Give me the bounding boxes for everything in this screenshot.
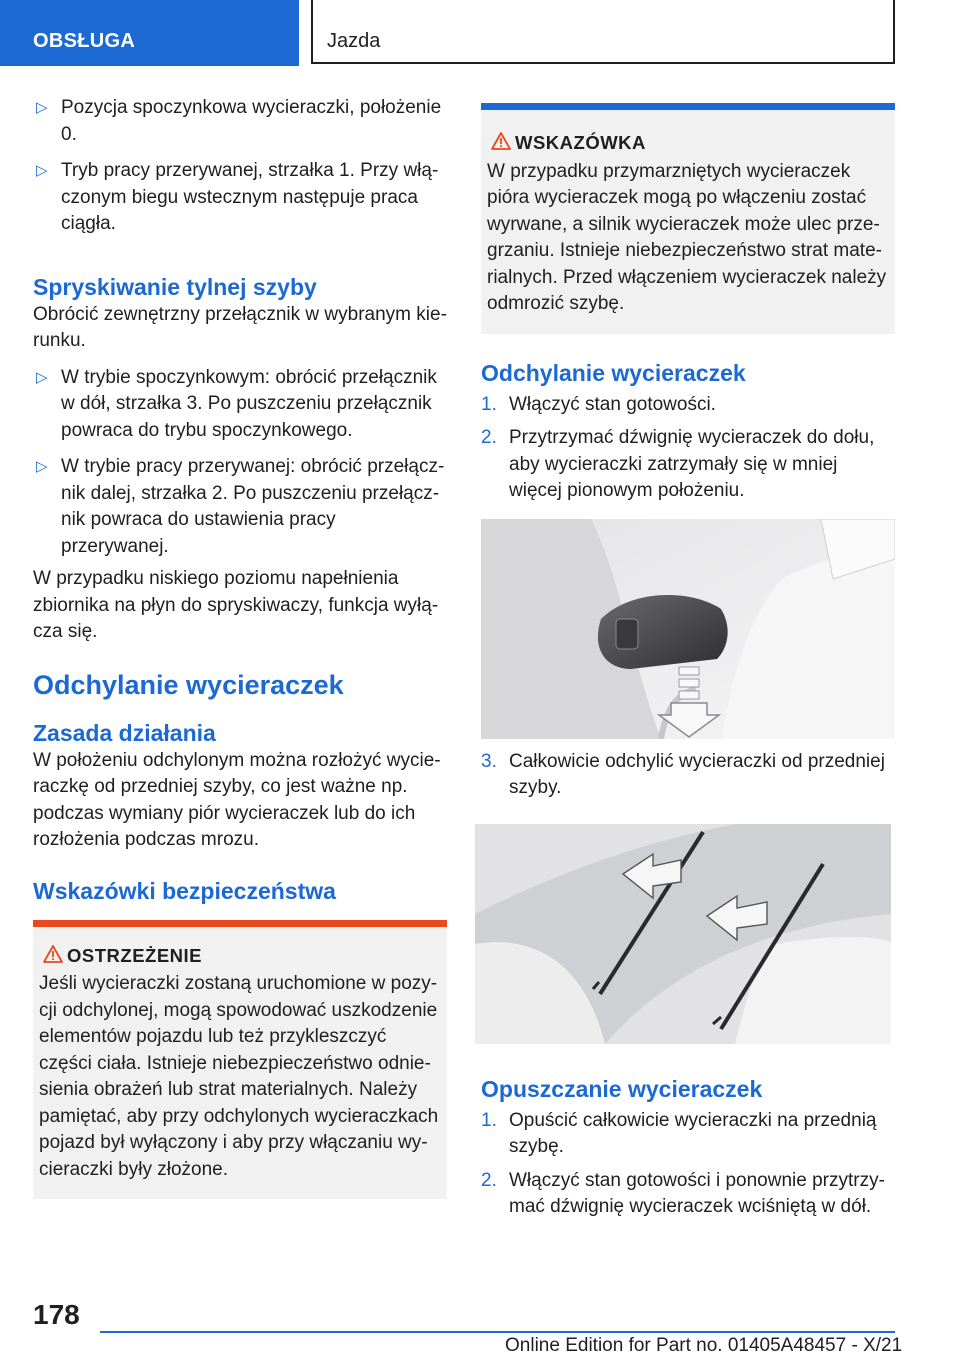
list-item: 3. Całkowicie odchylić wycieraczki od przedniej szyby. [481, 750, 885, 798]
windshield-wipers-illustration [475, 824, 891, 1044]
list-item: 2. Włączyć stan gotowości i ponownie przytrzymać dźwignię wycieraczek wciśniętą w dół. [481, 1169, 885, 1217]
rear-washer-heading: Spryskiwanie tylnej szyby [33, 273, 317, 300]
triangle-bullet-icon: ▷ [36, 458, 48, 475]
fold-wipers-heading: Odchylanie wycieraczek [33, 669, 344, 700]
windshield-wipers-image [475, 824, 891, 1044]
warning-text: Jeśli wycieraczki zostaną uruchomione w pozycji odchylonej, mogą spowodować uszkodzenie elementów pojazdu lub też przykleszczyć części ciała. Istnieje niebezpieczeństwo odniesienia obrażeń lub strat materialnych. Należy pamiętać, aby przy odchylonych wycieraczkach pojazd był wyłączony i aby przy włączaniu wycieraczki były złożone. [39, 973, 439, 1180]
fold-wipers-subheading: Odchylanie wycieraczek [481, 359, 746, 386]
lower-wipers-heading: Opuszczanie wycieraczek [481, 1075, 763, 1102]
page-header [0, 0, 960, 66]
wiper-lever-illustration [481, 519, 895, 739]
list-item: ▷ W trybie pracy przerywanej: obrócić przełącznik dalej, strzałka 2. Po puszczeniu przełącznik powraca do ustawienia pracy przerywanej. [36, 456, 445, 557]
list-item: 1. Włączyć stan gotowości. [481, 393, 716, 415]
page-number: 178 [33, 1299, 80, 1330]
rear-washer-note: W przypadku niskiego poziomu napełnienia zbiornika na płyn do spryskiwaczy, funkcja wyłącza się. [33, 568, 439, 642]
notice-title: WSKAZÓWKA [487, 130, 887, 157]
chapter-tab: Jazda [311, 0, 895, 64]
triangle-bullet-icon: ▷ [36, 99, 48, 116]
warning-box [33, 920, 447, 1200]
right-column [481, 103, 895, 1228]
triangle-bullet-icon: ▷ [36, 368, 48, 386]
triangle-bullet-icon: ▷ [36, 162, 48, 179]
list-item: 1. Opuścić całkowicie wycieraczki na przednią szybę. [481, 1109, 877, 1157]
wiper-lever-image [481, 519, 895, 739]
footer-divider [100, 1331, 895, 1333]
left-column [33, 95, 447, 1199]
warning-bar [33, 920, 447, 927]
warning-title: OSTRZEŻENIE [39, 943, 439, 970]
notice-box [481, 103, 895, 334]
safety-heading: Wskazówki bezpieczeństwa [33, 877, 336, 904]
list-item: ▷ W trybie spoczynkowym: obrócić przełącznik w dół, strzałka 3. Po puszczeniu przełącznik powraca do trybu spoczynkowego. [36, 366, 437, 441]
rear-washer-intro: Obrócić zewnętrzny przełącznik w wybranym kierunku. [33, 303, 447, 351]
notice-text: W przypadku przymarzniętych wycieraczek pióra wycieraczek mogą po włączeniu zostać wyrwane, a silnik wycieraczek może ulec przegrzaniu. Istnieje niebezpieczeństwo strat materialnych. Przed włączeniem wycieraczek należy odmrozić szybę. [487, 160, 887, 314]
list-item: ▷ Pozycja spoczynkowa wycieraczki, położenie 0. [36, 97, 442, 145]
section-tab: OBSŁUGA [0, 0, 299, 66]
list-item: ▷ Tryb pracy przerywanej, strzałka 1. Przy włączonym biegu wstecznym następuje praca ciągła. [36, 160, 439, 234]
principle-text: W położeniu odchylonym można rozłożyć wycieraczkę od przedniej szyby, co jest ważne np. podczas wymiany piór wycieraczek lub do ich rozłożenia podczas mrozu. [33, 749, 441, 850]
list-item: 2. Przytrzymać dźwignię wycieraczek do dołu, aby wycieraczki zatrzymały się w mniej więcej pionowym położeniu. [481, 427, 875, 501]
warning-triangle-icon [43, 945, 63, 963]
notice-bar [481, 103, 895, 110]
principle-heading: Zasada działania [33, 719, 216, 746]
edition-text: Online Edition for Part no. 01405A48457 - X/21 [505, 1335, 903, 1356]
warning-triangle-icon [491, 132, 511, 150]
